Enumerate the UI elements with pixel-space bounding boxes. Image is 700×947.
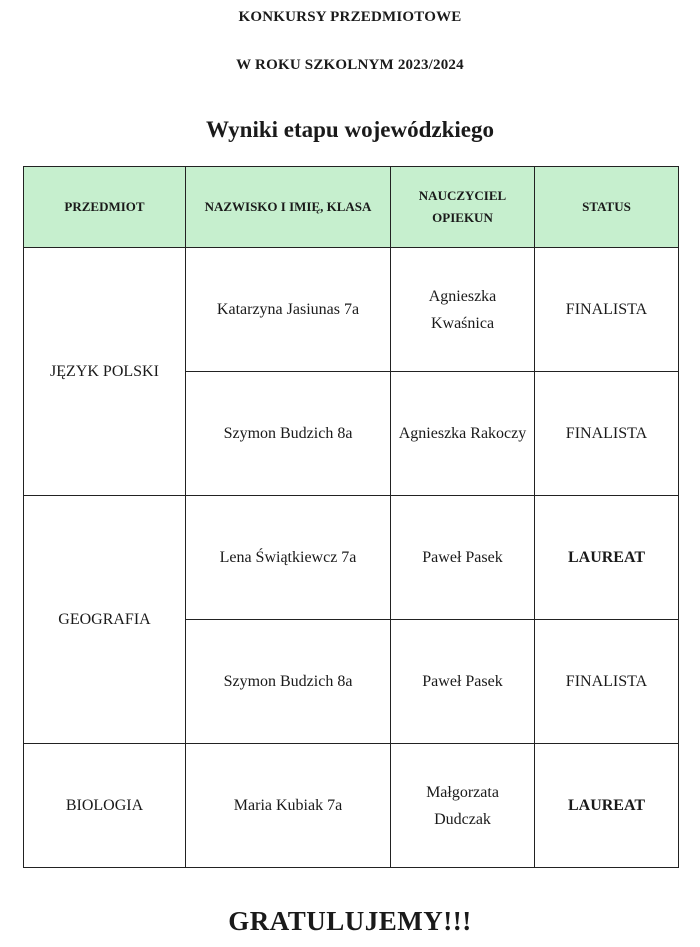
status-cell: FINALISTA [535, 372, 679, 496]
results-table [23, 166, 679, 868]
teacher-cell: Paweł Pasek [391, 496, 535, 620]
student-cell: Katarzyna Jasiunas 7a [186, 248, 391, 372]
table-row [24, 744, 679, 868]
table-row [24, 248, 679, 372]
table-row [24, 496, 679, 620]
column-header-subject: PRZEDMIOT [24, 167, 186, 248]
congratulations-message: GRATULUJEMY!!! [228, 906, 472, 936]
subject-cell: GEOGRAFIA [24, 496, 186, 744]
student-cell: Szymon Budzich 8a [186, 620, 391, 744]
status-cell: FINALISTA [535, 248, 679, 372]
column-header-teacher: NAUCZYCIEL OPIEKUN [391, 167, 535, 248]
student-cell: Szymon Budzich 8a [186, 372, 391, 496]
status-cell: LAUREAT [535, 744, 679, 868]
page-subtitle: Wyniki etapu wojewódzkiego [206, 117, 494, 142]
status-cell: LAUREAT [535, 496, 679, 620]
column-header-student: NAZWISKO I IMIĘ, KLASA [186, 167, 391, 248]
heading-line-1: KONKURSY PRZEDMIOTOWE [238, 9, 462, 25]
column-header-status: STATUS [535, 167, 679, 248]
heading-line-2: W ROKU SZKOLNYM 2023/2024 [236, 57, 464, 73]
table-header-row [24, 167, 679, 248]
teacher-cell: Agnieszka Kwaśnica [391, 248, 535, 372]
teacher-cell: Agnieszka Rakoczy [391, 372, 535, 496]
student-cell: Maria Kubiak 7a [186, 744, 391, 868]
subject-cell: JĘZYK POLSKI [24, 248, 186, 496]
subject-cell: BIOLOGIA [24, 744, 186, 868]
teacher-cell: Małgorzata Dudczak [391, 744, 535, 868]
status-cell: FINALISTA [535, 620, 679, 744]
student-cell: Lena Świątkiewcz 7a [186, 496, 391, 620]
teacher-cell: Paweł Pasek [391, 620, 535, 744]
